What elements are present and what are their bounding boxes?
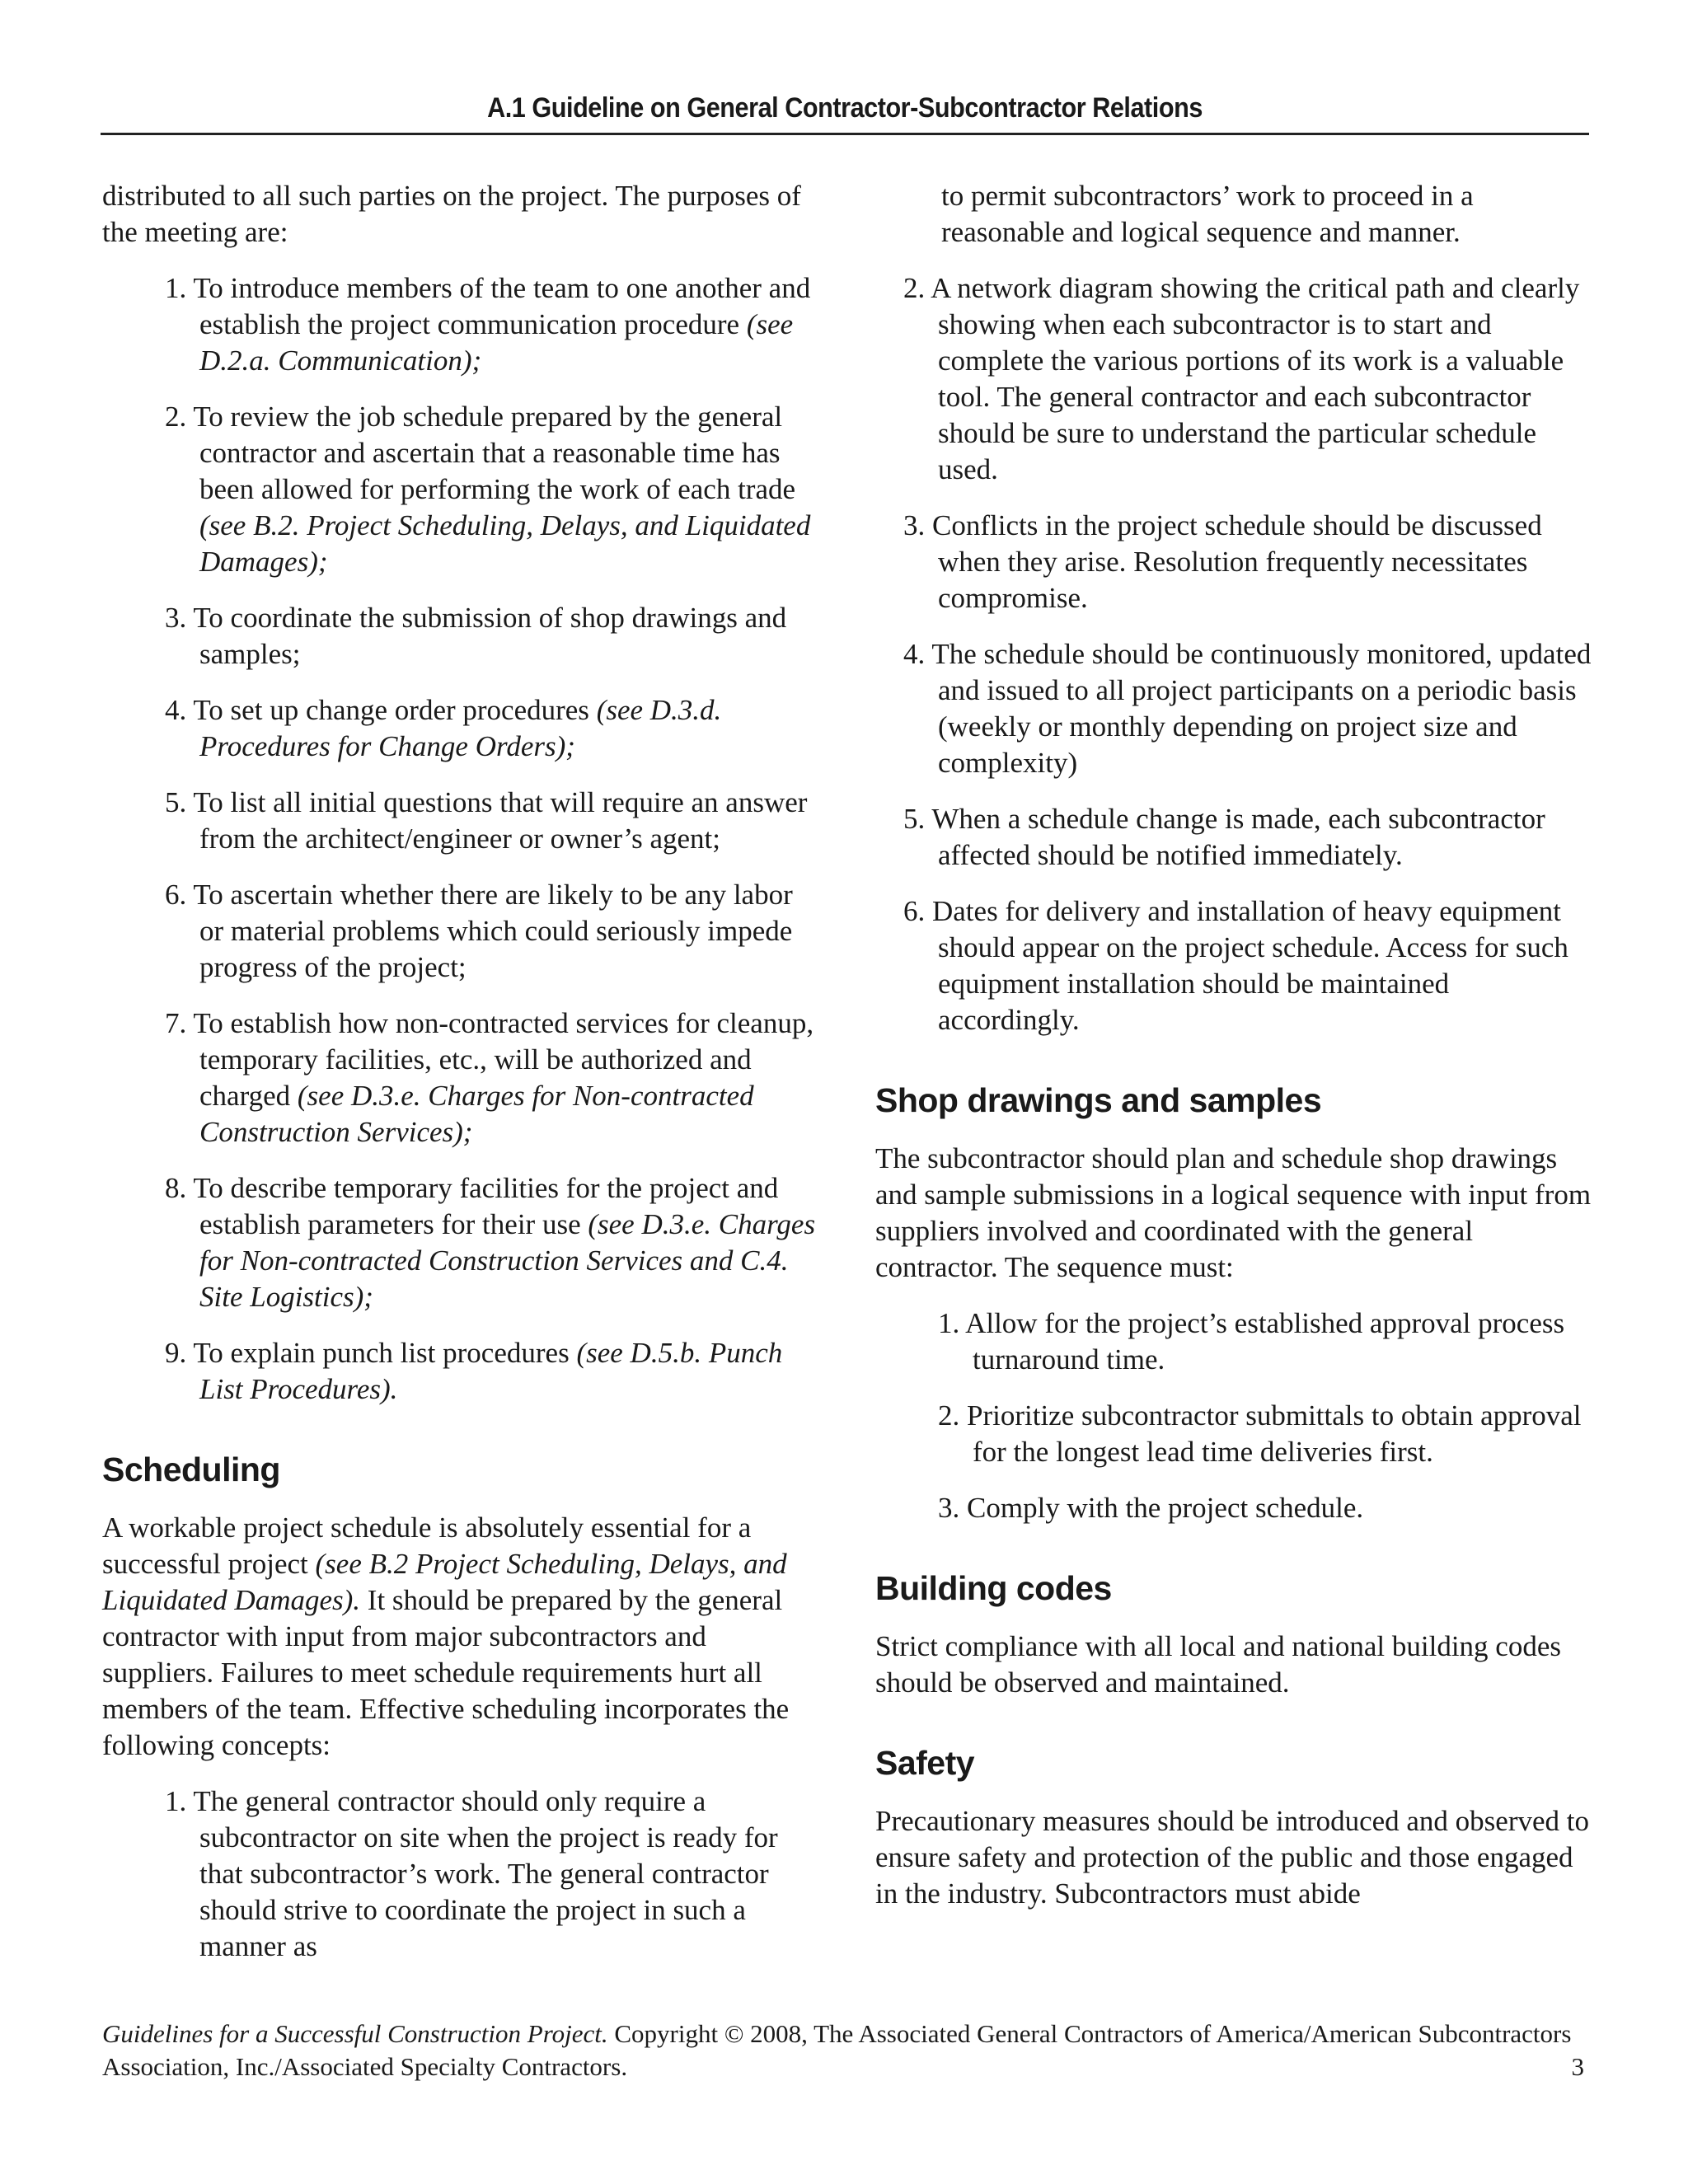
header-rule <box>101 133 1589 135</box>
list-item: 5. When a schedule change is made, each subcontractor affected should be notified immediately. <box>903 803 1545 871</box>
list-item: 4. The schedule should be continuously monitored, updated and issued to all project participants on a periodic basis (weekly or monthly depending on project size and complexity) <box>903 638 1592 779</box>
shop-drawings-list <box>875 1305 1592 1526</box>
left-column <box>102 178 819 1985</box>
footer-copyright: Copyright © 2008, The Associated General Contractors of America/American Subcontractors Association, Inc./Associated Specialty Contractors. <box>102 2019 1572 2081</box>
running-header: A.1 Guideline on General Contractor-Subcontractor Relations <box>487 92 1203 124</box>
safety-heading: Safety <box>875 1744 975 1782</box>
building-codes-heading: Building codes <box>875 1569 1112 1607</box>
page-number: 3 <box>1571 2052 1584 2081</box>
list-item: 8. To describe temporary facilities for the project and establish parameters for their use (see D.3.e. Charges for Non-contracted Construction Services and C.4. Site Logistics); <box>165 1172 816 1313</box>
meeting-intro: distributed to all such parties on the project. The purposes of the meeting are: <box>102 180 801 248</box>
list-item: 6. To ascertain whether there are likely to be any labor or material problems which could seriously impede progress of the project; <box>165 879 793 983</box>
scheduling-concepts-list <box>102 1783 819 1965</box>
list-item: 1. To introduce members of the team to one another and establish the project communication procedure (see D.2.a. Communication); <box>165 272 811 377</box>
list-item: 1. The general contractor should only require a subcontractor on site when the project is ready for that subcontractor’s work. The general contractor should strive to coordinate the project in such a manner as <box>165 1785 778 1962</box>
building-codes-paragraph: Strict compliance with all local and national building codes should be observed and maintained. <box>875 1630 1562 1699</box>
concept-continuation: to permit subcontractors’ work to proceed in a reasonable and logical sequence and manner. <box>941 180 1474 248</box>
meeting-purposes-list <box>102 270 819 1408</box>
list-item: 1. Allow for the project’s established approval process turnaround time. <box>938 1307 1565 1376</box>
list-item: 3. Conflicts in the project schedule should be discussed when they arise. Resolution frequently necessitates compromise. <box>903 509 1542 614</box>
shop-drawings-paragraph: The subcontractor should plan and schedule shop drawings and sample submissions in a logical sequence with input from suppliers involved and coordinated with the general contractor. The sequence must: <box>875 1142 1592 1283</box>
shop-drawings-heading: Shop drawings and samples <box>875 1081 1322 1119</box>
footer-publication-title: Guidelines for a Successful Construction Project. <box>102 2019 608 2048</box>
list-item: 9. To explain punch list procedures (see D.5.b. Punch List Procedures). <box>165 1337 783 1405</box>
scheduling-paragraph: A workable project schedule is absolutely essential for a successful project (see B.2 Project Scheduling, Delays, and Liquidated Damages). It should be prepared by the general contractor with input from major subcontractors and suppliers. Failures to meet schedule requirements hurt all members of the team. Effective scheduling incorporates the following concepts: <box>102 1511 790 1761</box>
list-item: 3. To coordinate the submission of shop drawings and samples; <box>165 602 787 670</box>
list-item: 7. To establish how non-contracted services for cleanup, temporary facilities, etc., will be authorized and charged (see D.3.e. Charges for Non-contracted Construction Services); <box>165 1007 814 1148</box>
right-column <box>875 178 1592 1932</box>
list-item: 2. To review the job schedule prepared by the general contractor and ascertain that a reasonable time has been allowed for performing the work of each trade (see B.2. Project Scheduling, Delays, and Liquidated Damages); <box>165 401 811 578</box>
list-item: 6. Dates for delivery and installation of heavy equipment should appear on the project schedule. Access for such equipment installation should be maintained accordingly. <box>903 895 1568 1036</box>
scheduling-concepts-list-cont <box>841 270 1592 1038</box>
list-item: 3. Comply with the project schedule. <box>938 1492 1364 1524</box>
scheduling-heading: Scheduling <box>102 1451 280 1488</box>
list-item: 2. Prioritize subcontractor submittals to obtain approval for the longest lead time deliveries first. <box>938 1399 1582 1468</box>
page-footer <box>102 2018 1586 2083</box>
list-item: 2. A network diagram showing the critical path and clearly showing when each subcontractor is to start and complete the various portions of its work is a valuable tool. The general contractor and each subcontractor should be sure to understand the particular schedule used. <box>903 272 1580 485</box>
list-item: 4. To set up change order procedures (see D.3.d. Procedures for Change Orders); <box>165 694 722 762</box>
list-item: 5. To list all initial questions that will require an answer from the architect/engineer or owner’s agent; <box>165 786 808 855</box>
safety-paragraph: Precautionary measures should be introduced and observed to ensure safety and protection of the public and those engaged in the industry. Subcontractors must abide <box>875 1805 1589 1910</box>
